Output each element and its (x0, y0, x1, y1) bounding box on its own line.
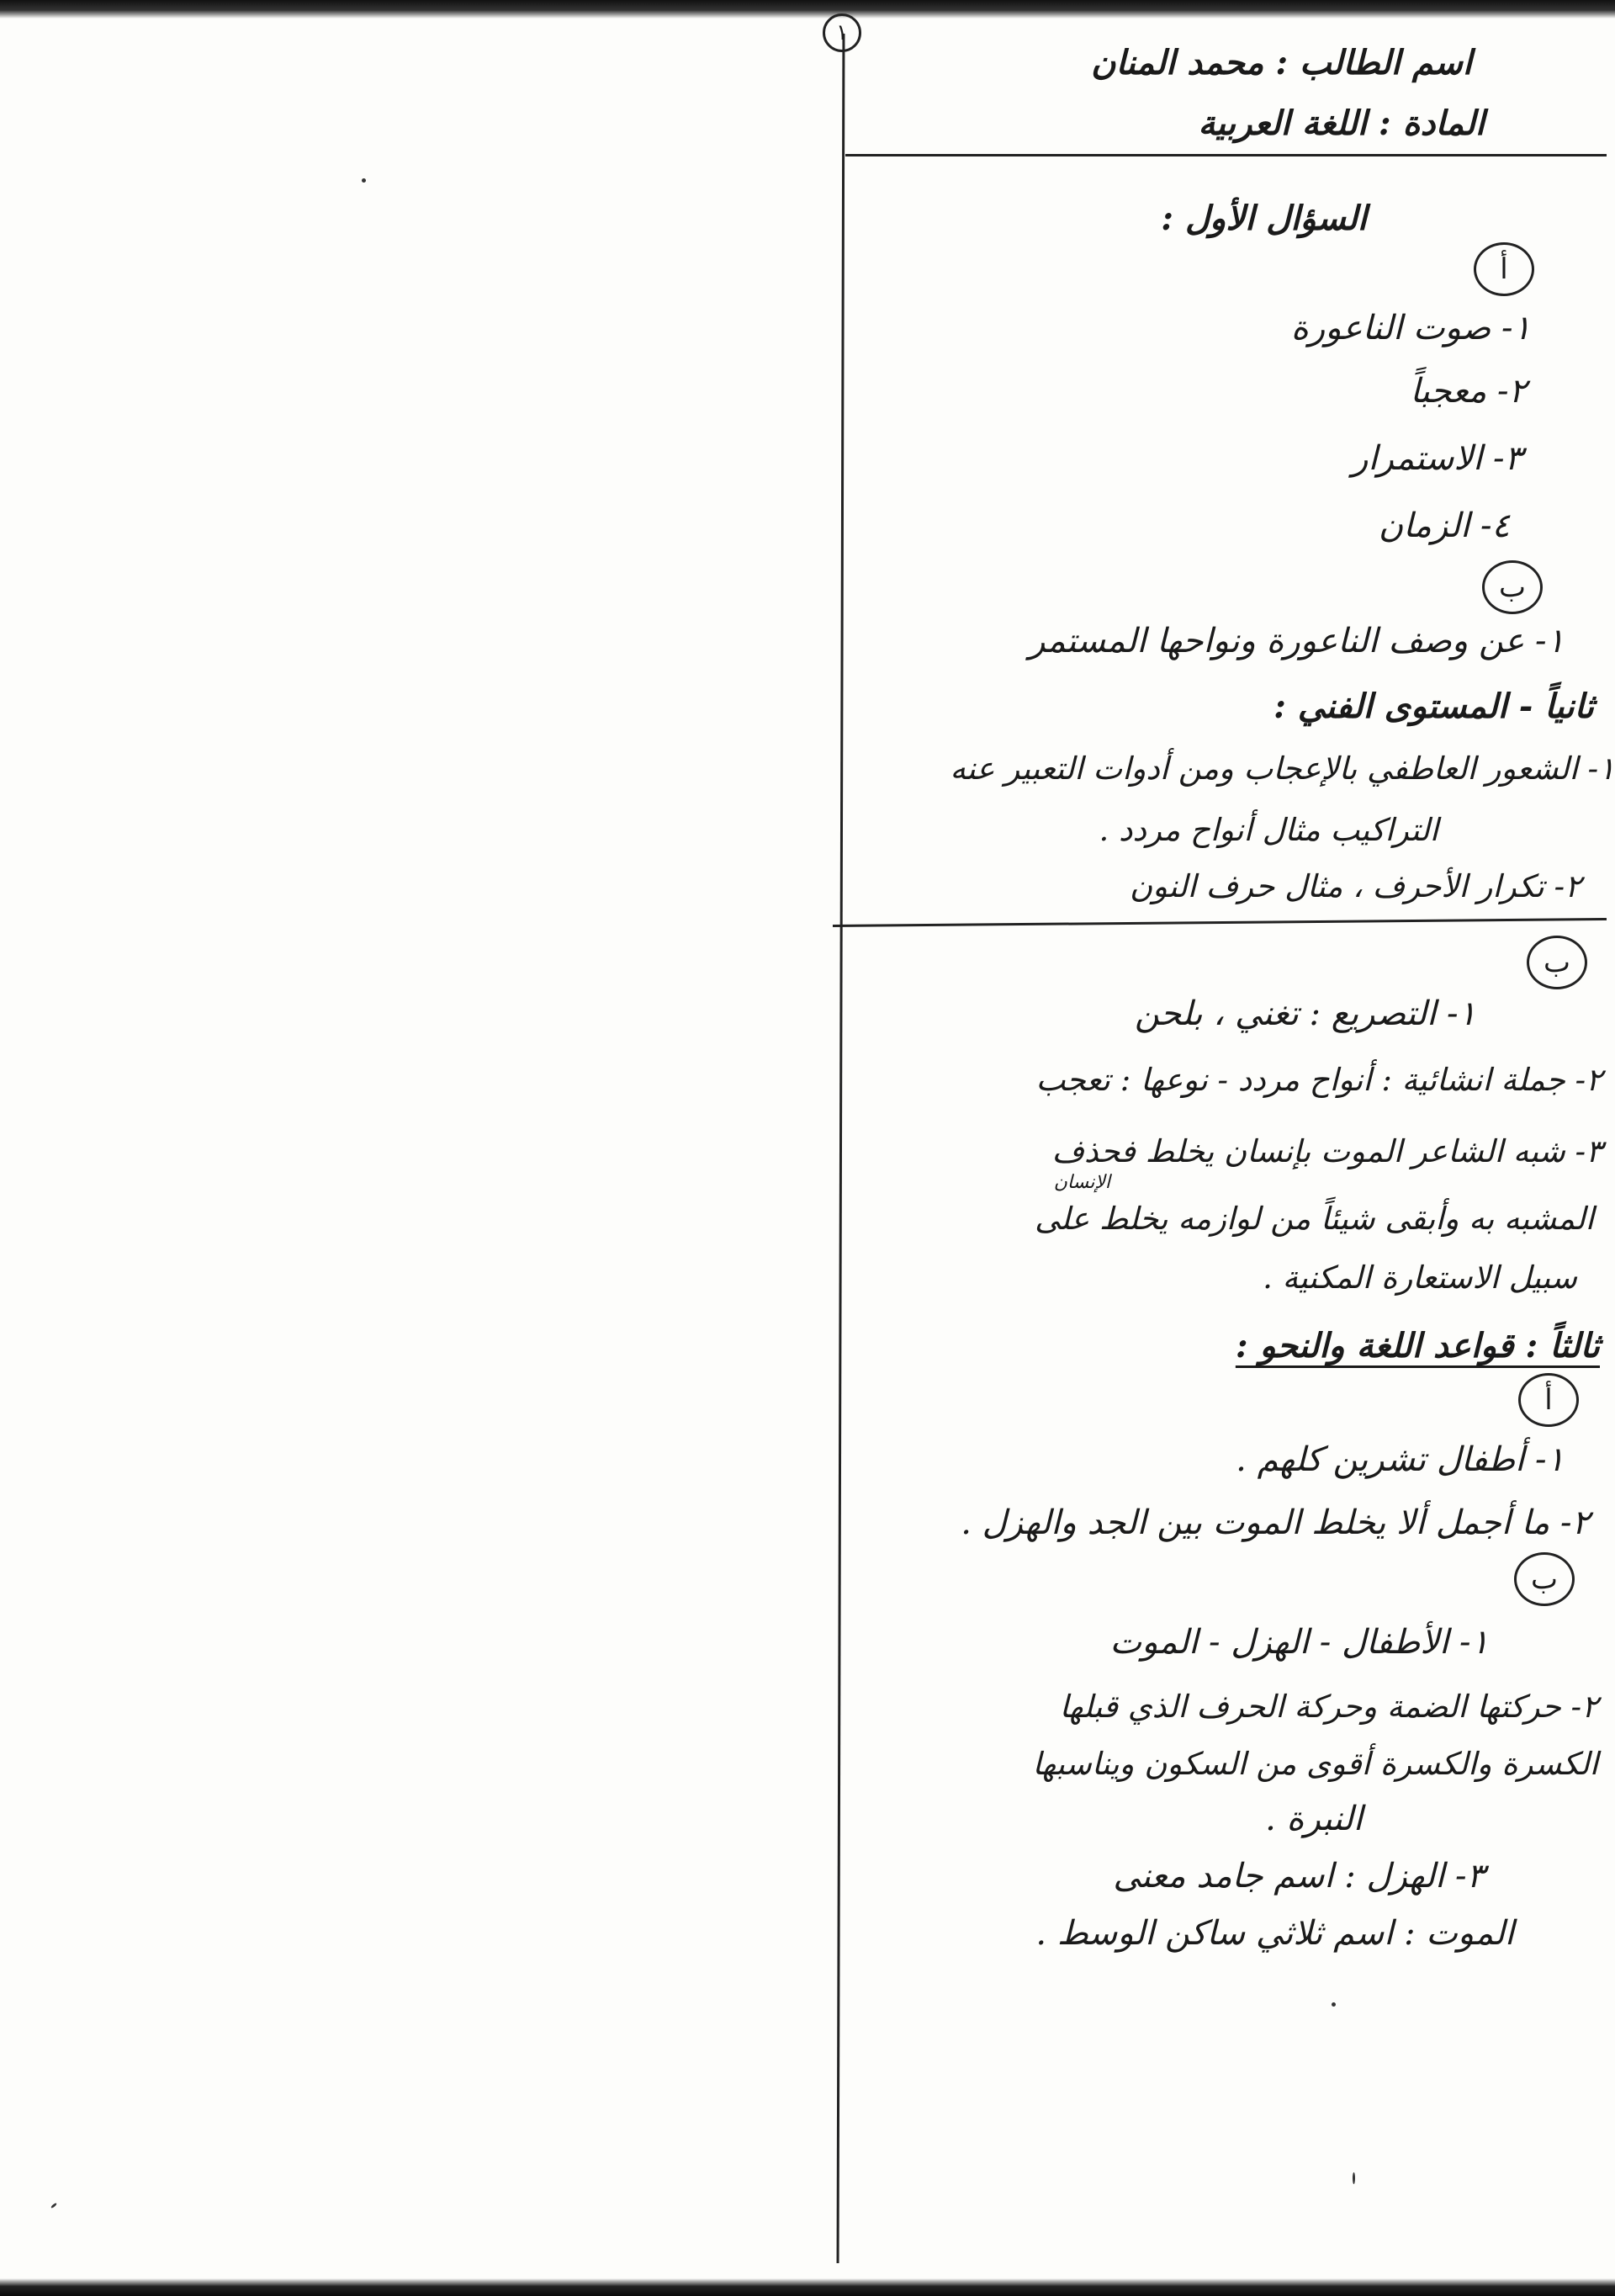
level3-title: ثالثاً : قواعد اللغة والنحو : (1235, 1326, 1600, 1365)
level2-b-item-2: ٢- جملة انشائية : أنواح مردد - نوعها : تعجب (1035, 1062, 1602, 1098)
level2-b-item-3: ٣- شبه الشاعر الموت بإنسان يخلط فحذف (1051, 1133, 1602, 1169)
answer-sheet (845, 0, 1615, 2296)
level3-a-item-1: ١- أطفال تشرين كلهم . (1236, 1440, 1565, 1479)
level2-b-label: ب (1527, 936, 1587, 989)
level3-b-label: ب (1514, 1552, 1575, 1606)
level3-a-item-2: ٢- ما أجمل ألا يخلط الموت بين الجد والهزل . (961, 1503, 1590, 1542)
level2-b-item-4: المشبه به وأبقى شيئاً من لوازمه يخلط على (1035, 1201, 1594, 1237)
level3-b-item-6: الموت : اسم ثلاثي ساكن الوسط . (1035, 1914, 1514, 1953)
q1-a-item-4: ٤- الزمان (1378, 506, 1510, 545)
q1-b-item-1: ١- عن وصف الناعورة ونواحها المستمر (1029, 622, 1565, 660)
page-number: ١ (823, 13, 861, 52)
student-name: اسم الطالب : محمد المنان (1091, 43, 1472, 82)
level2-item-1: ١- الشعور العاطفي بالإعجاب ومن أدوات التعبير عنه (950, 750, 1615, 787)
q1-a-label: أ (1474, 242, 1534, 296)
level2-item-3: ٢- تكرار الأحرف ، مثال حرف النون (1130, 868, 1581, 904)
level3-b-item-5: ٣- الهزل : اسم جامد معنى (1113, 1857, 1485, 1896)
margin-line (837, 34, 845, 2263)
subject-name: المادة : اللغة العربية (1198, 103, 1485, 143)
level3-b-item-1: ١- الأطفال - الهزل - الموت (1109, 1623, 1489, 1662)
level2-title: ثانياً - المستوى الفني : (1273, 687, 1594, 726)
q1-title: السؤال الأول : (1161, 199, 1367, 238)
level3-b-item-4: النبرة . (1265, 1800, 1363, 1838)
level2-b-insertion: الإنسان (1053, 1172, 1110, 1193)
level2-b-item-1: ١- التصريع : تغني ، بلحن (1135, 994, 1476, 1033)
q1-a-item-3: ٣- الاستمرار (1352, 439, 1522, 478)
header-divider (845, 154, 1607, 156)
level2-b-item-5: سبيل الاستعارة المكنية . (1263, 1259, 1577, 1296)
q1-a-item-2: ٢- معجباً (1410, 372, 1527, 411)
level2-item-2: التراكيب مثال أنواح مردد . (1099, 812, 1438, 848)
paper-speck (362, 178, 366, 183)
level2-divider (833, 918, 1607, 927)
q1-b-label: ب (1482, 560, 1543, 614)
level3-a-label: أ (1518, 1373, 1579, 1427)
q1-a-item-1: ١- صوت الناعورة (1290, 309, 1531, 347)
level3-b-item-3: الكسرة والكسرة أقوى من السكون ويناسبها (1032, 1746, 1598, 1782)
level3-b-item-2: ٢- حركتها الضمة وحركة الحرف الذي قبلها (1059, 1689, 1598, 1725)
paper-speck (50, 2203, 57, 2209)
